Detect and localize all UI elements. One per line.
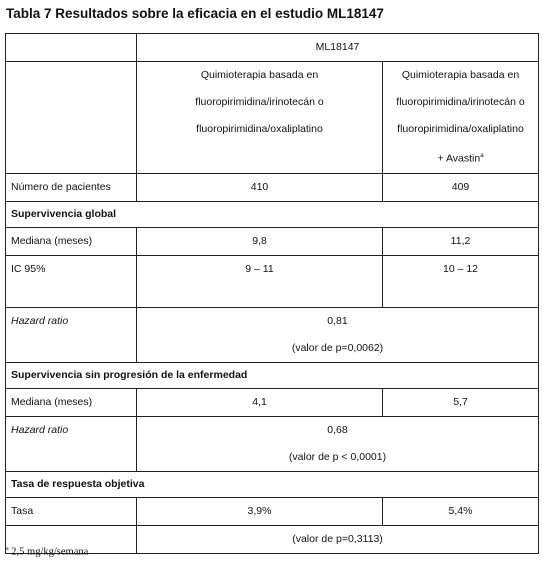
table-row: Mediana (meses) 9,8 11,2 (6, 227, 539, 255)
section-row: Supervivencia global (6, 201, 539, 227)
table-row: Hazard ratio 0,68 (valor de p < 0,0001) (6, 416, 539, 471)
section-row: Tasa de respuesta objetiva (6, 471, 539, 497)
table-row: Número de pacientes 410 409 (6, 173, 539, 201)
table-row: Tasa 3,9% 5,4% (6, 497, 539, 525)
study-header: ML18147 (137, 34, 539, 62)
table-title: Tabla 7 Resultados sobre la eficacia en el estudio ML18147 (6, 6, 384, 21)
section-row: Supervivencia sin progresión de la enfermedad (6, 362, 539, 388)
table-row: Mediana (meses) 4,1 5,7 (6, 388, 539, 416)
efficacy-table (5, 33, 539, 554)
table-row: Hazard ratio 0,81 (valor de p=0,0062) (6, 307, 539, 362)
header-row-study (6, 34, 539, 62)
header-row-arms (6, 62, 539, 174)
footnote-marker: a (480, 153, 484, 159)
arm2-header: Quimioterapia basada en fluoropirimidina/irinotecán o fluoropirimidina/oxaliplatino + Avastin$^a$ (383, 62, 539, 174)
table-row: IC 95% 9 – 11 10 – 12 (6, 255, 539, 307)
arm1-header: Quimioterapia basada en fluoropirimidina/irinotecán o fluoropirimidina/oxaliplatino (137, 62, 383, 174)
footnote: $^a$ 2,5 mg/kg/semana (6, 546, 89, 558)
table-row: (valor de p=0,3113) (6, 525, 539, 553)
